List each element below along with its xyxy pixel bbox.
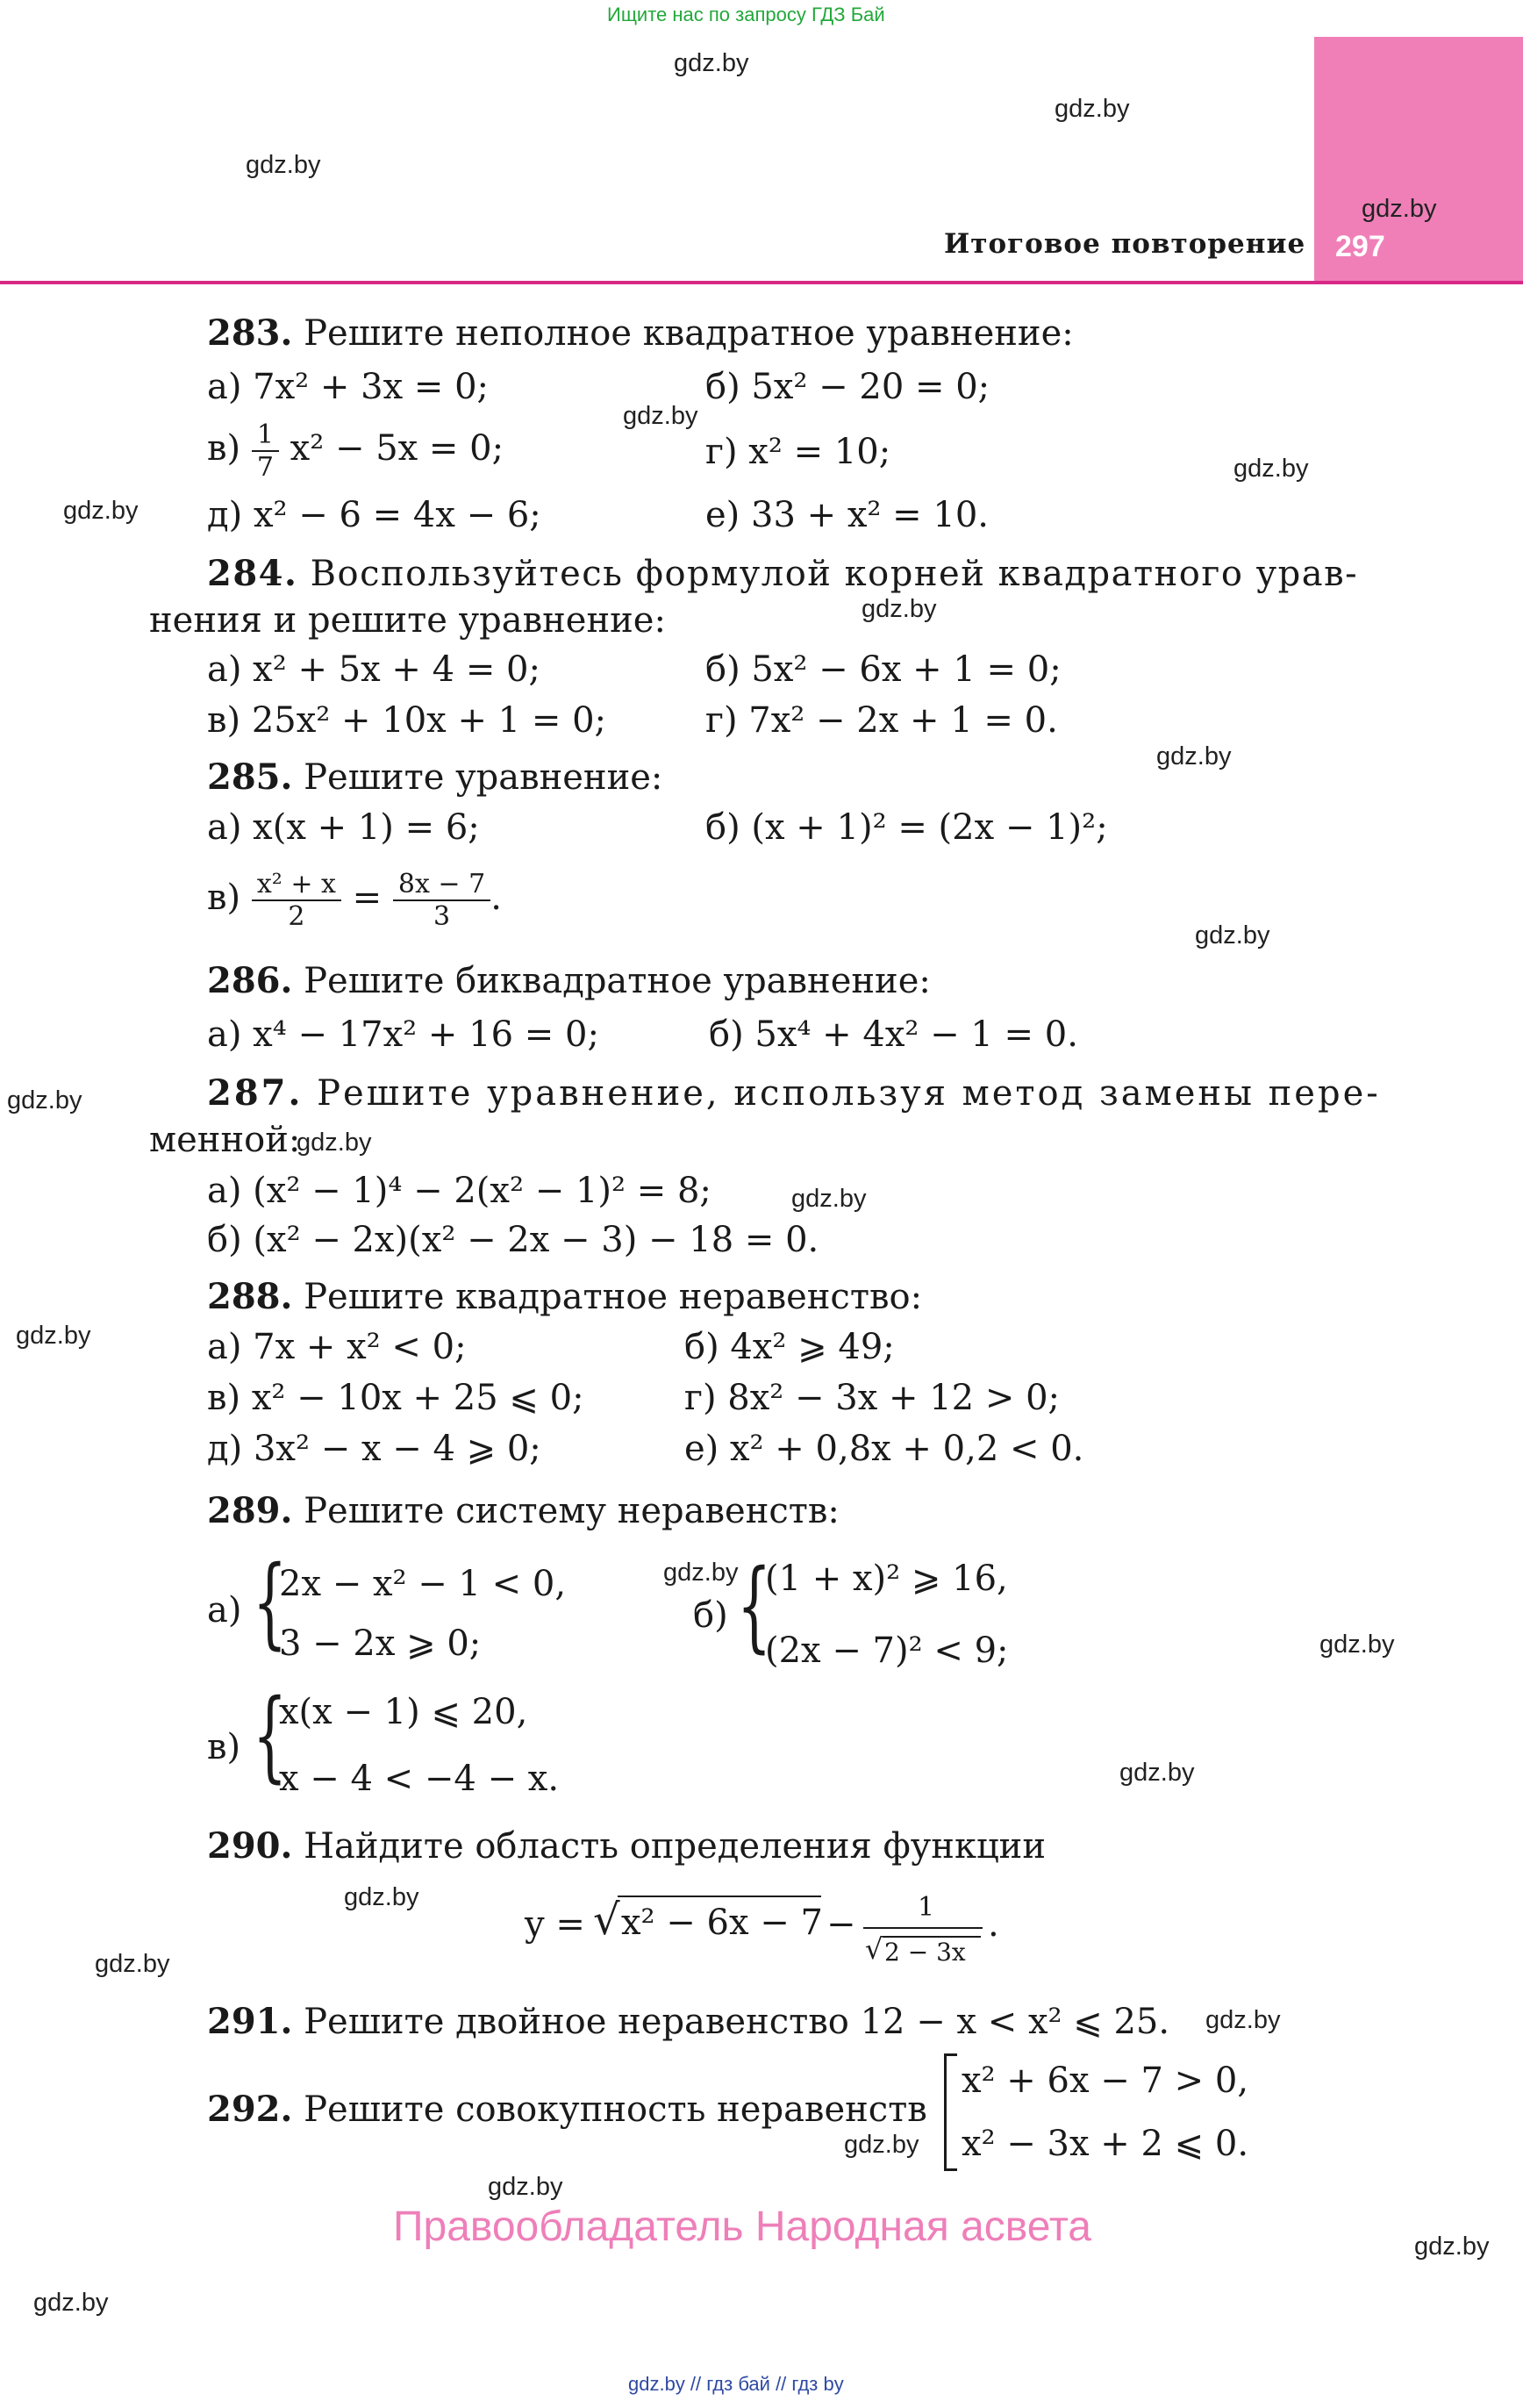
sqrt-sign: √ [593, 1896, 620, 1945]
section-title: Итоговое повторение [944, 228, 1306, 260]
problem-286-heading [207, 960, 931, 1001]
problem-287-heading [207, 1072, 1381, 1114]
sqrt-sign: √ [865, 1932, 883, 1966]
watermark: gdz.by [623, 402, 698, 430]
system-v-line1: x(x − 1) ⩽ 20, [279, 1692, 528, 1732]
problem-288-d: д) 3x² − x − 4 ⩾ 0; [207, 1429, 541, 1469]
expression: x² − 5x = 0; [290, 428, 504, 469]
problem-title: Решите совокупность неравенств [304, 2089, 927, 2130]
fraction [252, 419, 279, 483]
watermark: gdz.by [791, 1185, 867, 1213]
watermark: gdz.by [344, 1883, 419, 1911]
problem-292-heading [207, 2089, 927, 2130]
numerator: 8x − 7 [393, 869, 490, 901]
system-a-label: а) [207, 1590, 242, 1630]
watermark: gdz.by [674, 49, 749, 77]
watermark: gdz.by [1195, 921, 1270, 950]
watermark: gdz.by [1055, 95, 1130, 123]
watermark: gdz.by [1319, 1630, 1395, 1659]
problem-283-d: д) x² − 6 = 4x − 6; [207, 495, 541, 535]
denominator: 7 [256, 452, 274, 483]
problem-title: Решите уравнение: [304, 757, 663, 798]
fraction [393, 869, 490, 932]
problem-title: Решите квадратное неравенство: [304, 1277, 923, 1317]
problem-291-heading [207, 2001, 1169, 2042]
top-notice[interactable]: Ищите нас по запросу ГДЗ Бай [607, 4, 885, 25]
collection-line1: x² + 6x − 7 > 0, [962, 2060, 1249, 2101]
minus-sign: − [826, 1904, 856, 1945]
page-number: 297 [1335, 230, 1385, 263]
problem-title: Найдите область определения функции [304, 1826, 1046, 1867]
problem-number: 287. [207, 1072, 304, 1114]
system-b-line2: (2x − 7)² < 9; [765, 1630, 1009, 1671]
numerator: x² + x [252, 869, 341, 901]
problem-285-heading [207, 756, 662, 798]
function-lhs: y = [525, 1904, 585, 1945]
problem-284-heading-cont: нения и решите уравнение: [149, 600, 666, 641]
system-brace: { [253, 1545, 288, 1659]
problem-283-e: е) 33 + x² = 10. [705, 495, 989, 535]
system-brace: { [253, 1679, 288, 1793]
problem-283-heading [207, 312, 1074, 354]
watermark: gdz.by [488, 2173, 563, 2201]
problem-286-b: б) 5x⁴ + 4x² − 1 = 0. [709, 1014, 1078, 1055]
system-b-label: б) [693, 1595, 728, 1636]
item-label: в) [207, 428, 241, 469]
problem-285-a: а) x(x + 1) = 6; [207, 807, 480, 848]
denominator: 2 [288, 901, 305, 932]
watermark: gdz.by [862, 595, 937, 623]
problem-288-e: е) x² + 0,8x + 0,2 < 0. [684, 1429, 1084, 1469]
system-v-label: в) [207, 1727, 241, 1767]
denominator: 3 [433, 901, 451, 932]
problem-title: Решите биквадратное уравнение: [304, 961, 931, 1001]
problem-285-v [207, 869, 502, 932]
watermark: gdz.by [1414, 2232, 1490, 2261]
footer-links[interactable]: gdz.by // гдз бай // гдз by [628, 2373, 844, 2395]
problem-290-heading [207, 1825, 1046, 1867]
equals: = [352, 878, 383, 918]
watermark: gdz.by [844, 2131, 919, 2159]
fraction-bar [863, 1927, 983, 1929]
radicand: 2 − 3x [884, 1938, 966, 1967]
watermark: gdz.by [663, 1559, 739, 1587]
collection-bracket [944, 2053, 957, 2171]
watermark: gdz.by [7, 1086, 82, 1114]
problem-284-v: в) 25x² + 10x + 1 = 0; [207, 700, 606, 741]
problem-284-b: б) 5x² − 6x + 1 = 0; [705, 649, 1062, 690]
problem-number: 286. [207, 960, 293, 1001]
problem-285-b: б) (x + 1)² = (2x − 1)²; [705, 807, 1108, 848]
problem-287-b: б) (x² − 2x)(x² − 2x − 3) − 18 = 0. [207, 1220, 819, 1260]
problem-number: 288. [207, 1276, 293, 1317]
problem-number: 283. [207, 312, 293, 354]
system-b-line1: (1 + x)² ⩾ 16, [765, 1559, 1008, 1599]
problem-288-a: а) 7x + x² < 0; [207, 1327, 467, 1367]
problem-288-b: б) 4x² ⩾ 49; [684, 1327, 895, 1367]
system-brace: { [737, 1549, 772, 1663]
problem-287-heading-cont: менной: [149, 1120, 301, 1160]
problem-288-v: в) x² − 10x + 25 ⩽ 0; [207, 1378, 584, 1418]
problem-title: Воспользуйтесь формулой корней квадратного урав- [310, 554, 1359, 594]
system-v-line2: x − 4 < −4 − x. [279, 1759, 560, 1799]
problem-title: Решите двойное неравенство 12 − x < x² ⩽ 25. [304, 2002, 1170, 2042]
numerator: 1 [252, 419, 279, 452]
fraction [252, 869, 341, 932]
watermark: gdz.by [1233, 455, 1309, 483]
item-label: в) [207, 878, 241, 918]
watermark: gdz.by [33, 2289, 109, 2317]
problem-283-b: б) 5x² − 20 = 0; [705, 367, 990, 407]
radicand: x² − 6x − 7 [621, 1903, 823, 1943]
problem-number: 292. [207, 2089, 293, 2130]
watermark: gdz.by [16, 1322, 91, 1350]
problem-number: 285. [207, 756, 293, 798]
problem-289-heading [207, 1490, 840, 1531]
problem-283-a: а) 7x² + 3x = 0; [207, 367, 490, 407]
watermark: gdz.by [246, 151, 321, 179]
period: . [988, 1904, 999, 1945]
problem-number: 291. [207, 2001, 293, 2042]
system-a-line2: 3 − 2x ⩾ 0; [279, 1623, 482, 1664]
problem-title: Решите систему неравенств: [304, 1491, 840, 1531]
problem-284-g: г) 7x² − 2x + 1 = 0. [705, 700, 1058, 741]
problem-288-heading [207, 1276, 922, 1317]
problem-number: 284. [207, 553, 298, 594]
collection-line2: x² − 3x + 2 ⩽ 0. [962, 2124, 1249, 2164]
header-divider [0, 281, 1523, 284]
problem-288-g: г) 8x² − 3x + 12 > 0; [684, 1378, 1060, 1418]
period: . [490, 878, 502, 918]
system-a-line1: 2x − x² − 1 < 0, [279, 1564, 567, 1604]
problem-286-a: а) x⁴ − 17x² + 16 = 0; [207, 1014, 599, 1055]
problem-number: 290. [207, 1825, 293, 1867]
sqrt-bar [618, 1896, 821, 1897]
problem-287-a: а) (x² − 1)⁴ − 2(x² − 1)² = 8; [207, 1171, 711, 1211]
problem-title: Решите неполное квадратное уравнение: [304, 313, 1074, 354]
fraction-numerator: 1 [918, 1892, 935, 1923]
watermark: gdz.by [63, 497, 139, 525]
watermark: gdz.by [1156, 742, 1232, 770]
watermark: gdz.by [1362, 195, 1437, 223]
problem-283-v [207, 419, 504, 483]
problem-title: Решите уравнение, используя метод замены пере- [317, 1073, 1381, 1114]
problem-283-g: г) x² = 10; [705, 432, 891, 472]
watermark: gdz.by [297, 1129, 372, 1157]
copyright: Правообладатель Народная асвета [393, 2204, 1091, 2250]
watermark: gdz.by [1205, 2006, 1281, 2034]
watermark: gdz.by [95, 1950, 170, 1978]
problem-284-heading [207, 553, 1358, 594]
watermark: gdz.by [1119, 1759, 1195, 1787]
problem-number: 289. [207, 1490, 293, 1531]
problem-284-a: а) x² + 5x + 4 = 0; [207, 649, 540, 690]
